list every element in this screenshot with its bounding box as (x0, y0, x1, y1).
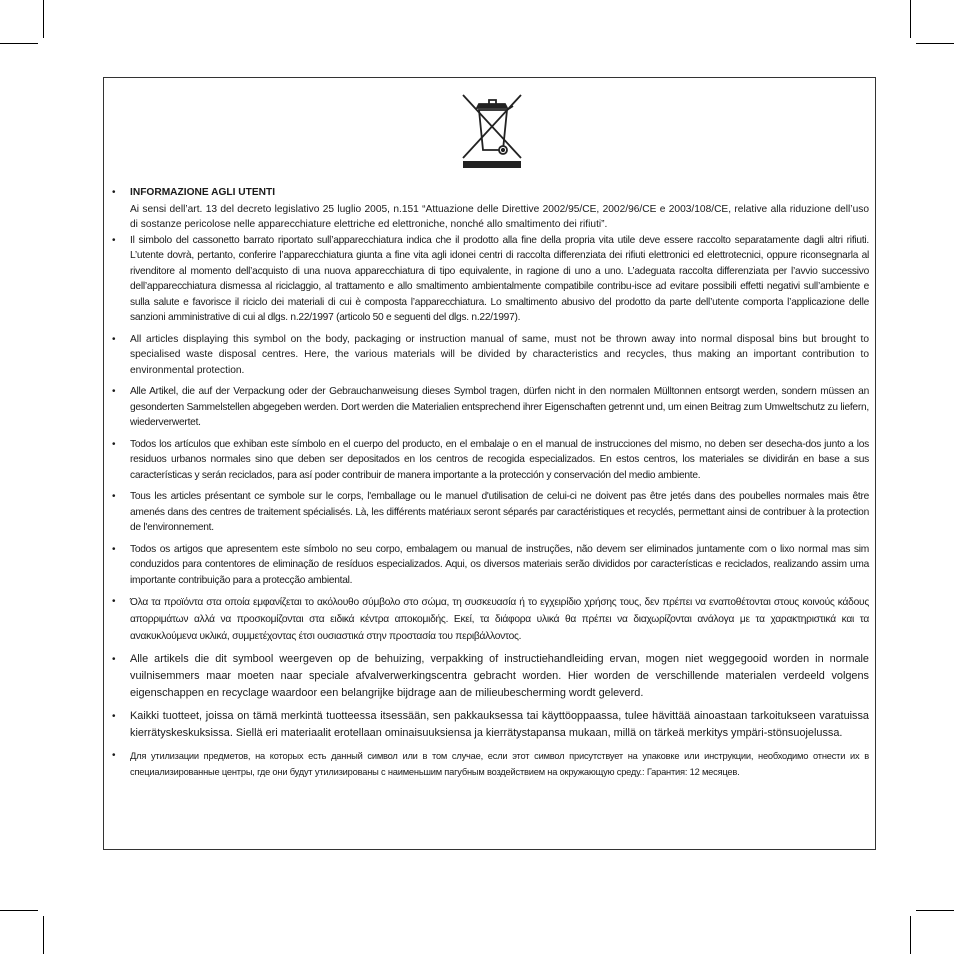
bullet: • (112, 386, 116, 397)
item-text: Il simbolo del cassonetto barrato riportato sull’apparecchiatura indica che il prodotto alla fine della propria vita utile deve essere raccolto separatamente dagli altri rifiuti. L’utente dovrà, pertanto, conferire l’apparecchiatura giunta a fine vita agli idonei centri di raccolta differenziata dei rifiuti elettronici ed elettrotecnici, oppure riconsegnarla al rivenditore al momento dell’acquisto di una nuova apparecchiatura di tipo equivalente, in ragione di uno a uno. L’adeguata raccolta differenziata per l’avvio successivo dell’apparecchiatura dismessa al riciclaggio, al trattamento e allo smaltimento ambientalmente compatibile contribu-isce ad evitare possibili effetti negativi sull’ambiente e sulla salute e favorisce il riciclo dei materiali di cui è composta l’apparecchiatura. Lo smaltimento abusivo del prodotto da parte dell’utente comporta l’applicazione delle sanzioni amministrative di cui al dlgs. n.22/1997 (articolo 50 e seguenti del dlgs. n.22/1997). (130, 234, 869, 323)
crop-mark (916, 910, 954, 911)
crop-mark (43, 916, 44, 954)
item-text: Todos los artículos que exhiban este símbolo en el cuerpo del producto, en el embalaje o en el manual de instrucciones del mismo, no deben ser desecha-dos junto a los residuos urbanos normales sino que deben ser depositados en los centros de recogida especializados. En estos centros, los materiales se dividirán en base a sus características y serán reciclados, para así poder contribuir de manera importante a la protección y conservación del medio ambiente. (130, 438, 869, 481)
list-item (112, 708, 869, 742)
crossed-out-wheelie-bin-icon (459, 92, 525, 169)
list-item (112, 233, 869, 326)
bullet: • (112, 654, 116, 665)
list-item (112, 542, 869, 589)
crop-mark (916, 43, 954, 44)
item-text: Tous les articles présentant ce symbole sur le corps, l'emballage ou le manuel d'utilisation de celui-ci ne doivent pas être jetés dans des poubelles normales mais être amenés dans des centres de traitement spécialisés. Là, les différents matériaux seront séparés par caractéristiques et recyclés, permettant ainsi de contribuer à la protection de l'environnement. (130, 491, 869, 533)
list-item (112, 594, 869, 645)
disposal-information-list (112, 185, 869, 780)
crop-mark (910, 0, 911, 38)
item-text: Alle artikels die dit symbool weergeven op de behuizing, verpakking of instructiehandleiding ervan, mogen niet weggegooid worden in normale vuilnisemmers maar moeten naar speciale afvalverwerkingscentra gebracht worden. Hier worden de verschillende materialen verdeeld volgens eigenschappen en recyclage waardoor een belangrijke bijdrage aan de milieubescherming wordt geleverd. (130, 653, 869, 699)
bullet: • (112, 711, 116, 722)
item-text: Kaikki tuotteet, joissa on tämä merkintä tuotteessa itsessään, sen pakkauksessa tai käyttöoppaassa, tulee hävittää ainoastaan tarkoitukseen varatuissa kierrätyskeskuksissa. Siellä eri materiaalit erotellaan ominaisuuksiensa ja kierrätystapansa mukaan, millä on tärkeä merkitys ympäri-stönsuojelussa. (130, 710, 869, 739)
list-item (112, 185, 869, 233)
item-text: Ai sensi dell’art. 13 del decreto legislativo 25 luglio 2005, n.151 “Attuazione delle Direttive 2002/95/CE, 2002/96/CE e 2003/108/CE, relative alla riduzione dell’uso di sostanze pericolose nelle apparecchiature elettriche ed elettroniche, nonché allo smaltimento dei rifiuti”. (130, 203, 869, 230)
list-item (112, 384, 869, 431)
bullet: • (112, 234, 116, 246)
crop-mark (0, 910, 38, 911)
section-heading: INFORMAZIONE AGLI UTENTI (130, 187, 276, 198)
bullet: • (112, 491, 116, 502)
item-text: Alle Artikel, die auf der Verpackung oder der Gebrauchanweisung dieses Symbol tragen, dürfen nicht in den normalen Mülltonnen entsorgt werden, sondern müssen an gesonderten Sammelstellen abgegeben werden. Dort werden die Materialien entsprechend ihrer Eigenschaften getrennt und, um einen Beitrag zum Umweltschutz zu liefern, wiederverwertet. (130, 386, 869, 428)
crop-mark (43, 0, 44, 38)
crop-mark (910, 916, 911, 954)
bullet: • (112, 187, 116, 198)
bullet: • (112, 750, 116, 761)
list-item (112, 748, 869, 780)
item-text: Όλα τα προϊόντα στα οποία εμφανίζεται το ακόλουθο σύμβολο στο σώμα, τη συσκευασία ή το εγχειρίδιο χρήσης τους, δεν πρέπει να εναποθέτονται στους κοινούς κάδους απορριμάτων αλλά να προσκομίζονται στα ειδικά κέντρα αποκομιδής. Εκεί, τα διάφορα υλικά θα πρέπει να διαχωρίζονται ανάλογα με τα χαρακτηριστικά και τα ανακυκλούμενα υκλικά, συμμετέχοντας έτσι ουσιαστικά στην προστασία του περιβάλλοντος. (130, 597, 869, 642)
list-item (112, 651, 869, 702)
list-item (112, 437, 869, 484)
item-text: All articles displaying this symbol on the body, packaging or instruction manual of same, must not be thrown away into normal disposal bins but brought to specialised waste disposal centres. Here, the various materials will be divided by characteristics and recycles, thus making an important contribution to environmental protection. (130, 333, 869, 376)
document-panel (103, 77, 876, 850)
bullet: • (112, 596, 116, 607)
list-item (112, 332, 869, 379)
bullet: • (112, 333, 116, 345)
item-text: Todos os artigos que apresentem este símbolo no seu corpo, embalagem ou manual de instruções, não devem ser eliminados juntamente com o lixo normal mas sim conduzidos para contentores de eliminação de resíduos especializados. Aqui, os diversos materiais serão divididos por características e reciclados, realizando assim uma importante contribuição para a protecção ambiental. (130, 543, 869, 586)
bullet: • (112, 438, 116, 450)
bullet: • (112, 543, 116, 555)
crop-mark (0, 43, 38, 44)
item-text: Для утилизации предметов, на которых есть данный символ или в том случае, если этот символ присутствует на упаковке или инструкции, необходимо отнести их в специализированные центры, где они будут утилизированы с наименьшим пагубным воздействием на окружающую среду.: Гарантия: 12 месяцев. (130, 751, 869, 777)
list-item (112, 489, 869, 536)
